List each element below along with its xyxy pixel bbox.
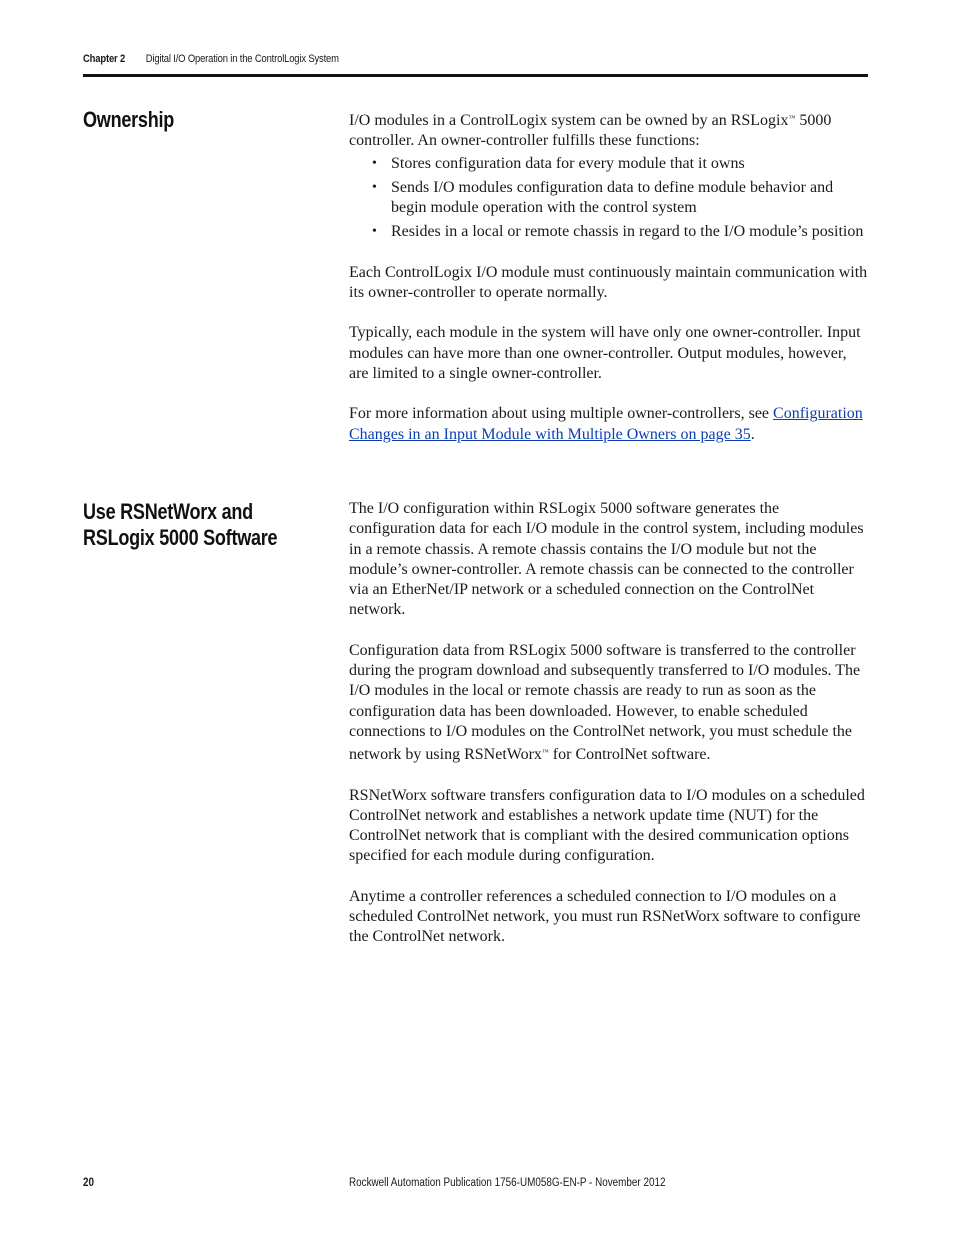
rsnetworx-heading-line1: Use RSNetWorx and [83, 499, 253, 524]
trademark-mark: ™ [541, 748, 549, 757]
ownership-heading [83, 107, 174, 133]
ownership-heading-text: Ownership [83, 107, 175, 132]
rsnetworx-paragraph-3: RSNetWorx software transfers configuration data to I/O modules on a scheduled ControlNet network and establishes a network update time (NUT) for the ControlNet network that is compliant with the desired communication options specified for each module during configuration. [349, 786, 865, 865]
list-item: • Sends I/O modules configuration data to define module behavior and begin module operation with the control system [391, 178, 869, 219]
running-header [83, 53, 758, 65]
ownership-paragraph-3: Typically, each module in the system will have only one owner-controller. Input modules can have more than one owner-controller. Output modules, however, are limited to a single owner-controller. [349, 324, 861, 382]
page-number: 20 [83, 1177, 95, 1189]
ownership-intro [349, 108, 869, 152]
rsnetworx-heading-line2: RSLogix 5000 Software [83, 525, 278, 550]
ownership-body [349, 108, 869, 465]
rsnetworx-paragraph-4: Anytime a controller references a scheduled connection to I/O modules on a scheduled ControlNet network, you must run RSNetWorx software to configure the ControlNet network. [349, 887, 861, 946]
ownership-intro-part1: I/O modules in a ControlLogix system can be owned by an RSLogix [349, 112, 789, 129]
ownership-intro-part2: 5000 controller. An owner-controller fulfills these functions: [349, 112, 832, 150]
chapter-title: Digital I/O Operation in the ControlLogix System [145, 53, 339, 65]
rsnetworx-body [349, 499, 869, 968]
trademark-mark: ™ [788, 114, 796, 122]
ownership-paragraph-4 [349, 404, 869, 445]
chapter-label: Chapter 2 [83, 53, 126, 65]
list-item: • Resides in a local or remote chassis in regard to the I/O module’s position [391, 222, 869, 242]
configuration-changes-link[interactable]: Configuration Changes in an Input Module with Multiple Owners on page 35 [349, 405, 863, 443]
rsnetworx-paragraph-2 [349, 641, 869, 766]
list-item: • Stores configuration data for every module that it owns [391, 154, 869, 174]
ownership-p4-prefix: For more information about using multiple owner-controllers, see [349, 405, 774, 423]
rsnetworx-heading [83, 499, 277, 551]
owner-functions-list [349, 154, 869, 243]
rsnetworx-p2-part1: Configuration data from RSLogix 5000 software is transferred to the controller during the program download and subsequently transferred to I/O modules. The I/O modules in the local or remote chassis are ready to run as soon as the configuration data has been downloaded. However, to enable scheduled connections to I/O modules on the ControlNet network, you must schedule the network by using RSNetWorx [349, 641, 861, 764]
rsnetworx-p2-part2: for ControlNet software. [548, 746, 711, 764]
header-rule [83, 74, 868, 77]
ownership-paragraph-2: Each ControlLogix I/O module must continuously maintain communication with its owner-controller to operate normally. [349, 263, 868, 302]
rsnetworx-paragraph-1: The I/O configuration within RSLogix 5000 software generates the configuration data for each I/O module in the control system, including modules in a remote chassis. A remote chassis contains the I/O module but not the module’s owner-controller. A remote chassis can be connected to the controller via an EtherNet/IP network or a scheduled connection on the ControlNet network. [349, 500, 864, 619]
ownership-p4-suffix: . [750, 425, 755, 443]
publication-info: Rockwell Automation Publication 1756-UM058G-EN-P - November 2012 [349, 1177, 666, 1189]
